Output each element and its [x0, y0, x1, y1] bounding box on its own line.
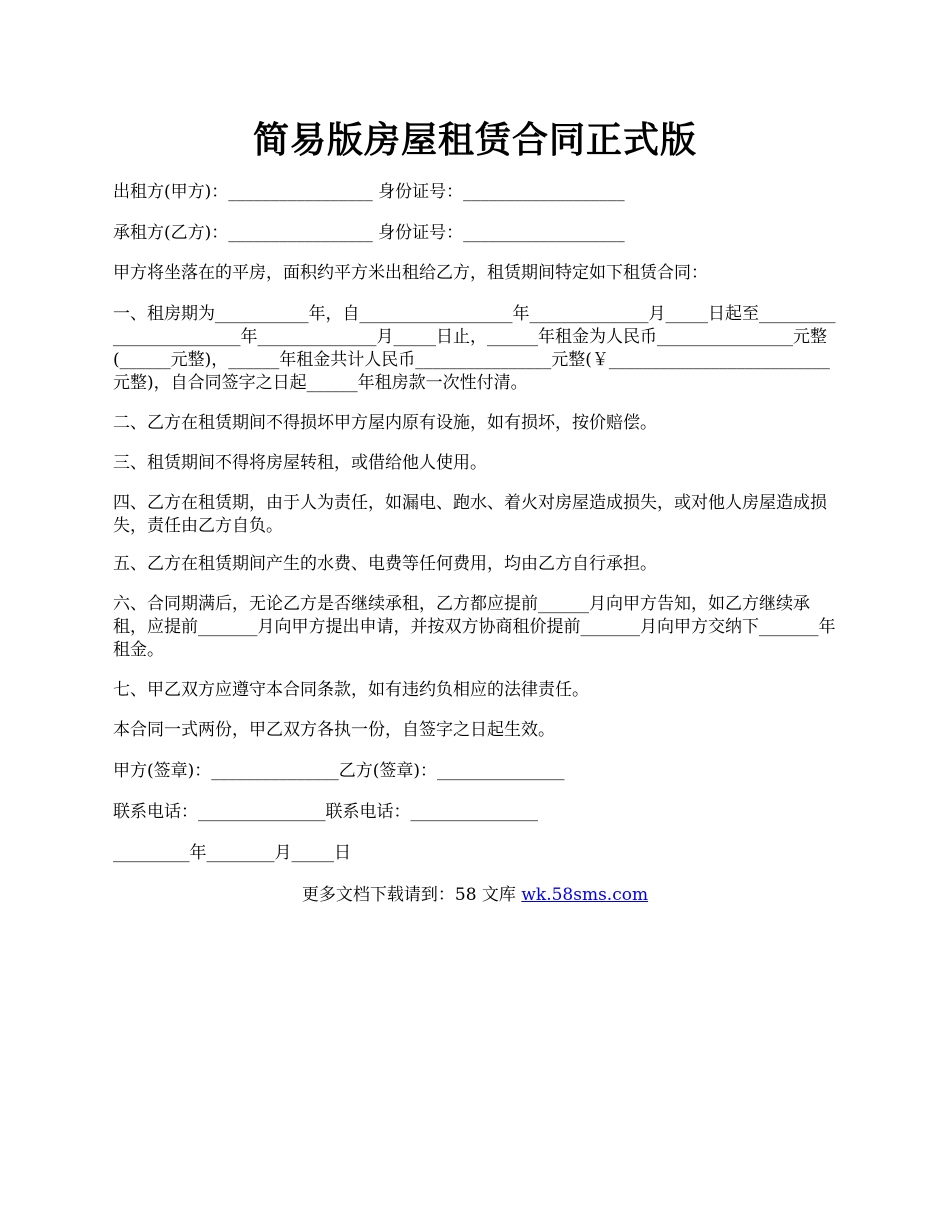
- lessee-line: 承租方(乙方)：_________________ 身份证号：___________________: [113, 223, 625, 243]
- footer: [0, 884, 950, 907]
- validity-paragraph: 本合同一式两份，甲乙双方各执一份，自签字之日起生效。: [113, 720, 555, 740]
- clause-6: 六、合同期满后，无论乙方是否继续承租，乙方都应提前______月向甲方告知，如乙方继续承租，应提前_______月向甲方提出申请，并按双方协商租价提前_______月向甲方交纳下_______年租金。: [113, 594, 836, 660]
- clause-5: 五、乙方在租赁期间产生的水费、电费等任何费用，均由乙方自行承担。: [113, 554, 657, 574]
- clause-2: 二、乙方在租赁期间不得损坏甲方屋内原有设施，如有损坏，按价赔偿。: [113, 413, 657, 433]
- footer-link[interactable]: wk.58sms.com: [521, 885, 649, 905]
- clause-7: 七、甲乙双方应遵守本合同条款，如有违约负相应的法律责任。: [113, 680, 589, 700]
- phone-line: 联系电话：_______________联系电话：_______________: [113, 802, 538, 822]
- clause-4: 四、乙方在租赁期，由于人为责任，如漏电、跑水、着火对房屋造成损失，或对他人房屋造成损失，责任由乙方自负。: [113, 493, 827, 536]
- lessor-line: 出租方(甲方)：_________________ 身份证号：___________________: [113, 182, 625, 202]
- date-line: _________年________月_____日: [113, 843, 351, 863]
- signature-line: 甲方(签章)：_______________乙方(签章)：_______________: [113, 761, 565, 781]
- intro-paragraph: 甲方将坐落在的平房，面积约平方米出租给乙方，租赁期间特定如下租赁合同：: [113, 263, 708, 283]
- document-title: 简易版房屋租赁合同正式版: [252, 119, 697, 161]
- footer-text: 更多文档下载请到：58 文库: [301, 885, 522, 905]
- clause-3: 三、租赁期间不得将房屋转租，或借给他人使用。: [113, 453, 487, 473]
- clause-1: 一、租房期为___________年，自__________________年______________月_____日起至________________________年______________月_____日止，______年租金为人民币________________元整(______元整)，______年租金共计人民币________________元整(￥__________________________元整)，自合同签字之日起______年租房款一次性付清。: [113, 304, 836, 393]
